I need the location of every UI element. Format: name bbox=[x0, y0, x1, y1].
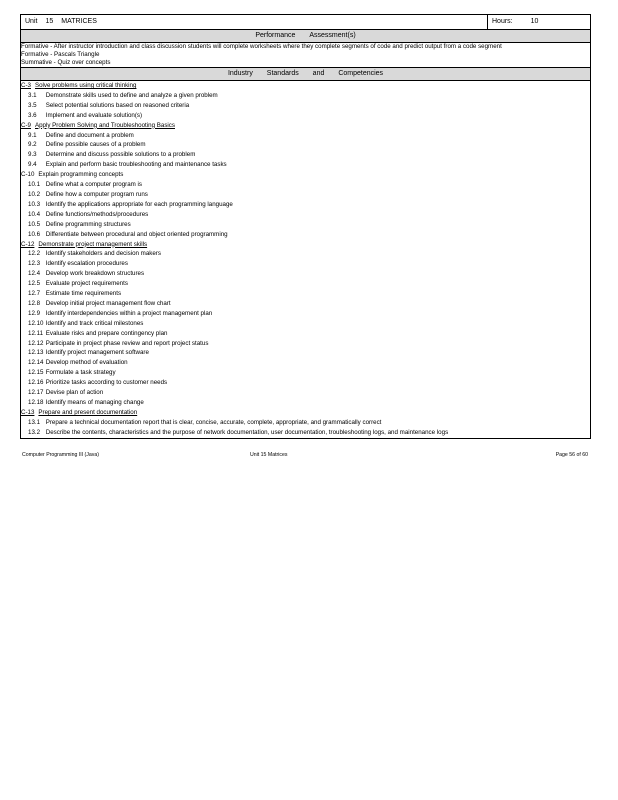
competency-item bbox=[21, 180, 590, 190]
competency-item bbox=[21, 150, 590, 160]
competency-item-text: Define programming structures bbox=[45, 220, 131, 228]
competency-item bbox=[21, 339, 590, 349]
competency-item bbox=[21, 319, 590, 329]
competency-heading bbox=[21, 240, 590, 250]
standards-band-row bbox=[21, 68, 591, 81]
competency-item-text: Estimate time requirements bbox=[45, 290, 122, 298]
competency-item-text: Identify means of managing change bbox=[45, 399, 144, 406]
competency-code: C-10 bbox=[21, 171, 35, 179]
competency-item bbox=[21, 348, 590, 358]
competency-item-text: Identify project management software bbox=[45, 349, 149, 357]
standards-row bbox=[21, 81, 591, 439]
standards-cell bbox=[21, 81, 591, 439]
competency-item-text: Prepare a technical documentation report that is clear, concise, accurate, complete, appropriate, and grammatically correct bbox=[45, 418, 382, 426]
competency-item-text: Devise plan of action bbox=[45, 389, 104, 397]
competency-item-number: 10.1 bbox=[28, 181, 41, 189]
competency-item-number: 10.5 bbox=[28, 220, 41, 228]
competency-item-text: Develop work breakdown structures bbox=[45, 270, 145, 278]
competency-item-text: Identify stakeholders and decision makers bbox=[45, 250, 161, 258]
competency-heading bbox=[21, 170, 590, 180]
competency-item-text: Define what a computer program is bbox=[45, 181, 143, 189]
competency-item bbox=[21, 388, 590, 398]
competency-item-number: 13.2 bbox=[28, 428, 41, 436]
competency-item bbox=[21, 131, 590, 141]
competency-item bbox=[21, 279, 590, 289]
standards-heading-word: Industry bbox=[227, 70, 253, 77]
competency-item bbox=[21, 428, 590, 438]
competency-item bbox=[21, 101, 590, 111]
competency-title: Prepare and present documentation bbox=[38, 408, 138, 416]
competency-code: C-12 bbox=[21, 240, 35, 248]
assessments-row bbox=[21, 43, 591, 68]
competency-item-text: Identify escalation procedures bbox=[45, 260, 128, 268]
footer-course: Computer Programming III (Java) bbox=[22, 452, 99, 458]
competency-code: C-3 bbox=[21, 82, 31, 89]
competency-title: Demonstrate project management skills bbox=[38, 240, 148, 248]
competency-item-text: Select potential solutions based on reasoned criteria bbox=[45, 101, 190, 109]
competency-item-number: 12.16 bbox=[28, 379, 44, 387]
competency-item bbox=[21, 200, 590, 210]
competency-item bbox=[21, 259, 590, 269]
competency-item-text: Evaluate risks and prepare contingency plan bbox=[45, 329, 168, 337]
competency-item-number: 12.18 bbox=[28, 399, 44, 406]
competency-item-number: 10.2 bbox=[28, 190, 41, 198]
competency-item-number: 12.13 bbox=[28, 349, 44, 357]
competency-item-text: Prioritize tasks according to customer needs bbox=[45, 379, 168, 387]
competency-heading bbox=[21, 408, 590, 418]
competency-item-text: Describe the contents, characteristics and the purpose of network documentation, user documentation, troubleshooting logs, and maintenance logs bbox=[45, 428, 449, 436]
competency-item-text: Differentiate between procedural and object oriented programming bbox=[45, 230, 228, 238]
hours-cell bbox=[488, 15, 591, 30]
document-page bbox=[20, 14, 590, 439]
unit-label: Unit bbox=[25, 18, 38, 25]
competency-heading bbox=[21, 121, 590, 131]
competency-item-number: 9.1 bbox=[28, 131, 37, 139]
competency-item bbox=[21, 358, 590, 368]
competency-item-text: Develop initial project management flow chart bbox=[45, 299, 171, 307]
competency-item-number: 12.11 bbox=[28, 329, 44, 337]
competency-item-number: 12.8 bbox=[28, 299, 41, 307]
hours-value: 10 bbox=[530, 18, 539, 25]
competency-item-number: 3.6 bbox=[28, 111, 37, 119]
competency-item-text: Implement and evaluate solution(s) bbox=[45, 111, 143, 119]
assessments-cell bbox=[21, 43, 591, 68]
competency-code: C-13 bbox=[21, 408, 35, 416]
competency-item-text: Evaluate project requirements bbox=[45, 280, 128, 288]
competency-item bbox=[21, 249, 590, 259]
competency-item bbox=[21, 160, 590, 170]
performance-band bbox=[21, 30, 591, 43]
competency-item-number: 12.3 bbox=[28, 260, 41, 268]
competency-item-number: 3.1 bbox=[28, 91, 37, 99]
competency-item-text: Demonstrate skills used to define and analyze a given problem bbox=[45, 91, 218, 99]
competency-list bbox=[21, 81, 590, 438]
competency-item-number: 12.10 bbox=[28, 319, 44, 327]
standards-heading-word: Competencies bbox=[338, 70, 384, 77]
competency-title: Apply Problem Solving and Troubleshooting Basics bbox=[34, 121, 175, 129]
competency-item bbox=[21, 111, 590, 121]
assessments-list bbox=[21, 43, 590, 67]
unit-table bbox=[20, 14, 591, 439]
competency-item bbox=[21, 230, 590, 240]
performance-heading: Performance bbox=[255, 32, 296, 39]
competency-item bbox=[21, 140, 590, 150]
competency-item-text: Explain and perform basic troubleshooting and maintenance tasks bbox=[45, 161, 227, 169]
competency-code: C-9 bbox=[21, 121, 31, 129]
competency-item-text: Define how a computer program runs bbox=[45, 190, 148, 198]
competency-item bbox=[21, 289, 590, 299]
footer-page-number: Page 56 of 60 bbox=[555, 452, 588, 458]
competency-item-text: Identify and track critical milestones bbox=[45, 319, 144, 327]
assessment-line: Formative - Pascals Triangle bbox=[21, 51, 100, 58]
standards-heading-word: Standards bbox=[266, 70, 299, 77]
assessments-heading: Assessment(s) bbox=[309, 32, 356, 39]
competency-item bbox=[21, 269, 590, 279]
competency-item-number: 12.12 bbox=[28, 339, 44, 347]
competency-item-number: 10.4 bbox=[28, 210, 41, 218]
competency-item-number: 3.5 bbox=[28, 101, 37, 109]
competency-item-number: 12.14 bbox=[28, 359, 44, 367]
hours-label: Hours: bbox=[492, 18, 513, 25]
competency-item-text: Identify interdependencies within a project management plan bbox=[45, 309, 213, 317]
competency-item bbox=[21, 91, 590, 101]
competency-item-number: 9.2 bbox=[28, 141, 37, 149]
competency-item-number: 12.5 bbox=[28, 280, 41, 288]
competency-item bbox=[21, 220, 590, 230]
unit-title: MATRICES bbox=[61, 18, 97, 25]
competency-item-number: 12.15 bbox=[28, 369, 44, 377]
competency-item bbox=[21, 368, 590, 378]
competency-item-number: 10.6 bbox=[28, 230, 41, 238]
competency-heading bbox=[21, 81, 590, 91]
competency-item-number: 9.4 bbox=[28, 161, 37, 169]
competency-item-text: Define possible causes of a problem bbox=[45, 141, 146, 149]
competency-item-text: Define and document a problem bbox=[45, 131, 134, 139]
competency-item-text: Participate in project phase review and report project status bbox=[45, 339, 209, 347]
competency-item-text: Formulate a task strategy bbox=[45, 369, 116, 377]
competency-item-number: 12.4 bbox=[28, 270, 41, 278]
competency-item-number: 13.1 bbox=[28, 418, 41, 426]
unit-cell bbox=[21, 15, 488, 30]
competency-item-text: Identify the applications appropriate for each programming language bbox=[45, 200, 233, 208]
competency-item bbox=[21, 378, 590, 388]
standards-band bbox=[21, 68, 591, 81]
competency-item bbox=[21, 329, 590, 339]
competency-title: Solve problems using critical thinking bbox=[34, 82, 137, 89]
competency-item-text: Define functions/methods/procedures bbox=[45, 210, 149, 218]
assessment-line: Formative - After instructor introduction and class discussion students will complete worksheets where they complete segments of code and predict output from a code segment bbox=[21, 43, 502, 50]
unit-header-row bbox=[21, 15, 591, 30]
page-footer bbox=[22, 452, 588, 462]
competency-item-text: Determine and discuss possible solutions to a problem bbox=[45, 151, 196, 159]
competency-item bbox=[21, 190, 590, 200]
competency-item-number: 10.3 bbox=[28, 200, 41, 208]
standards-heading-word: and bbox=[312, 70, 325, 77]
competency-item-number: 12.7 bbox=[28, 290, 41, 298]
competency-item-text: Develop method of evaluation bbox=[45, 359, 128, 367]
competency-item bbox=[21, 418, 590, 428]
competency-item-number: 9.3 bbox=[28, 151, 37, 159]
competency-item bbox=[21, 398, 590, 408]
unit-number: 15 bbox=[45, 18, 54, 25]
competency-item-number: 12.17 bbox=[28, 389, 44, 397]
competency-title: Explain programming concepts bbox=[38, 171, 124, 179]
competency-item bbox=[21, 309, 590, 319]
competency-item-number: 12.9 bbox=[28, 309, 41, 317]
competency-item bbox=[21, 210, 590, 220]
performance-band-row bbox=[21, 30, 591, 43]
competency-item-number: 12.2 bbox=[28, 250, 41, 258]
competency-item bbox=[21, 299, 590, 309]
footer-unit: Unit 15 Matrices bbox=[250, 452, 288, 458]
assessment-line: Summative - Quiz over concepts bbox=[21, 59, 111, 66]
